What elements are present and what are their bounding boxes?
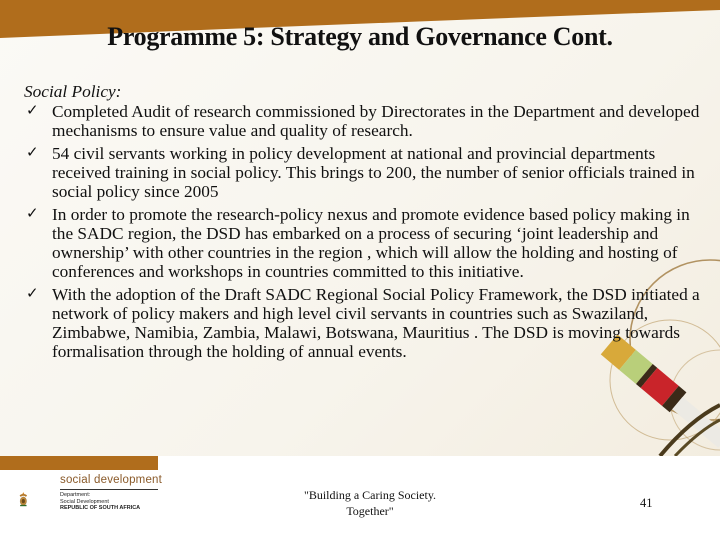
- page-number: 41: [640, 496, 653, 510]
- bullet-item: [24, 144, 704, 201]
- slide-body: [24, 82, 704, 365]
- footer-tagline: [270, 487, 470, 519]
- bullet-item: [24, 285, 704, 361]
- checkmark-icon: ✓: [26, 206, 39, 222]
- checkmark-icon: ✓: [26, 103, 39, 119]
- logo-line: Social Development: [60, 498, 109, 505]
- logo-divider: [60, 489, 158, 490]
- bullet-text: With the adoption of the Draft SADC Regional Social Policy Framework, the DSD initiated a network of policy makers and high level civil servants in countries such as Swaziland, Zimbabwe, Namibia, Zambia, Malawi, Botswana, Mauritius . The DSD is moving towards formalisation through the holding of annual events.: [52, 285, 700, 361]
- bullet-list: [24, 102, 704, 361]
- footer-accent-bar: [0, 456, 158, 470]
- logo-subtitle: [60, 492, 140, 512]
- tagline-line: "Building a Caring Society.: [303, 488, 437, 502]
- logo-line: REPUBLIC OF SOUTH AFRICA: [60, 505, 141, 511]
- logo-line: Department:: [60, 492, 91, 498]
- tagline-line: Together": [346, 504, 394, 518]
- bullet-text: 54 civil servants working in policy development at national and provincial departments received training in social policy. This brings to 200, the number of senior officials trained in social policy since 2005: [52, 144, 695, 201]
- bullet-item: [24, 205, 704, 281]
- bullet-text: In order to promote the research-policy nexus and promote evidence based policy making in the SADC region, the DSD has embarked on a process of securing ‘joint leadership and ownership’ with other countries in the region , which will allow the holding and hosting of conferences and workshops in countries committed to this initiative.: [52, 205, 690, 281]
- bullet-text: Completed Audit of research commissioned by Directorates in the Department and developed mechanisms to ensure value and quality of research.: [52, 102, 700, 140]
- logo-name: social development: [60, 474, 163, 486]
- checkmark-icon: ✓: [26, 286, 39, 302]
- coat-of-arms-icon: [18, 474, 58, 524]
- slide-title: Programme 5: Strategy and Governance Cont.: [107, 22, 613, 51]
- section-heading: Social Policy:: [24, 82, 122, 101]
- checkmark-icon: ✓: [26, 145, 39, 161]
- bullet-item: [24, 102, 704, 140]
